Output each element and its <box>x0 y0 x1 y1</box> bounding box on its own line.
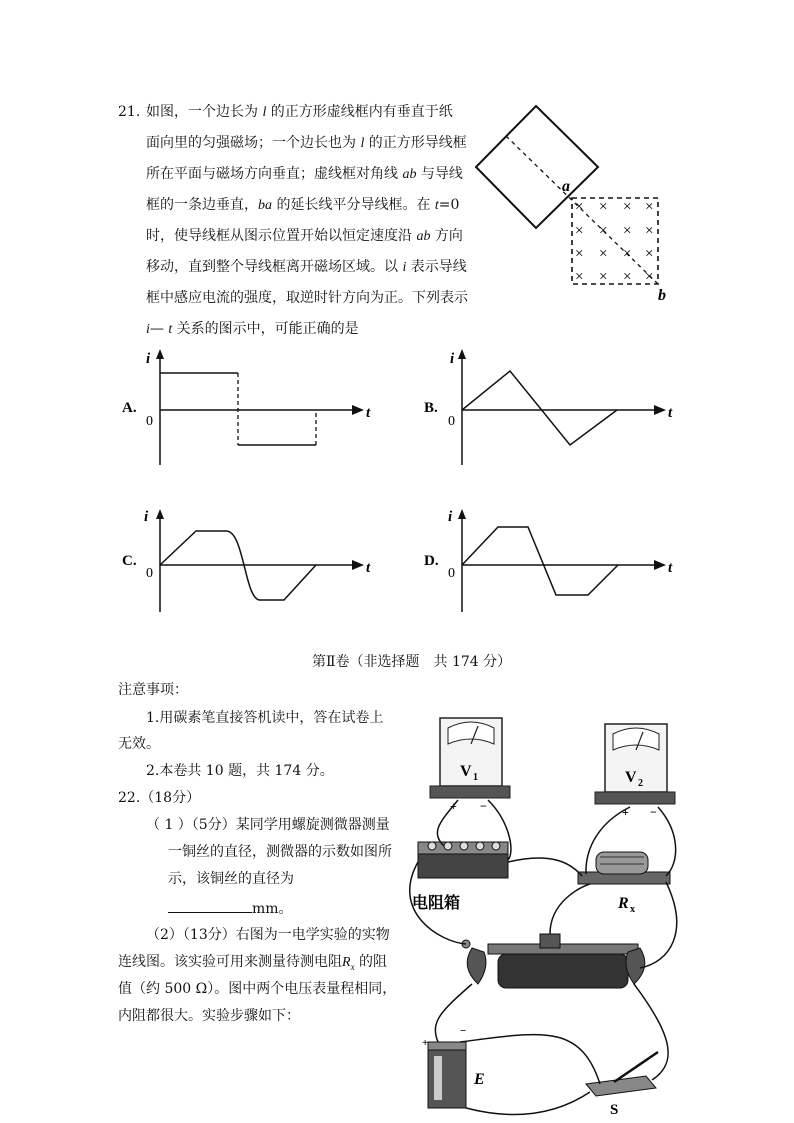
q22-part2-line4: 内阻都很大。实验步骤如下： <box>118 1008 300 1024</box>
math-symbol: l <box>360 136 365 151</box>
notice-item-2: 2.本卷共 10 题，共 174 分。 <box>146 763 334 779</box>
option-a-letter: A. <box>122 400 137 416</box>
field-cross-icon: × <box>599 246 608 262</box>
q22-part1-line1: （ 1 ）（5分）某同学用螺旋测微器测量 <box>146 817 390 833</box>
x-arrow-icon <box>352 560 364 570</box>
axis-i-label: i <box>144 509 149 525</box>
notice-item-1: 1.用碳素笔直接答机读中，答在试卷上 <box>146 710 384 726</box>
field-cross-icon: × <box>645 223 654 239</box>
y-arrow-icon <box>458 509 466 519</box>
q22-part2-line3: 值（约 500 Ω）。图中两个电压表量程相同， <box>118 981 397 997</box>
resistor-box <box>412 842 508 912</box>
resistor-rx <box>578 852 670 915</box>
q21-line <box>146 319 359 340</box>
v1-label: V <box>460 763 472 780</box>
axis-t-label: t <box>668 560 673 576</box>
text-segment: 方向 <box>430 228 463 244</box>
field-cross-icon: × <box>599 199 608 215</box>
rheostat <box>462 934 645 988</box>
text-segment: 移动，直到整个导线框离开磁场区域。以 <box>146 259 403 275</box>
v2-minus: − <box>650 805 657 819</box>
origin-label: 0 <box>146 414 153 429</box>
q22-part2-text-end: 的阻 <box>354 954 388 970</box>
q22-answer-line <box>168 898 293 919</box>
q21-number: 21. <box>118 104 141 120</box>
axis-i-label: i <box>146 351 151 367</box>
q21-line <box>146 288 468 308</box>
math-symbol: ab <box>416 229 431 244</box>
q21-line <box>146 226 463 247</box>
math-symbol: t <box>168 322 173 337</box>
field-cross-icon: × <box>575 269 584 285</box>
text-segment: =0 <box>438 197 460 213</box>
section-title: 第Ⅱ卷（非选择题 共 174 分） <box>312 654 512 670</box>
y-arrow-icon <box>156 349 164 359</box>
q22-header: 22.（18分） <box>118 790 201 806</box>
axis-t-label: t <box>668 405 673 421</box>
q22-part1-line2: 一铜丝的直径，测微器的示数如图所 <box>168 844 392 860</box>
q22-part1-line3: 示，该铜丝的直径为 <box>168 871 294 887</box>
y-arrow-icon <box>458 349 466 359</box>
rx-label: R <box>618 895 629 912</box>
rx-label-subscript: x <box>630 904 635 915</box>
answer-blank[interactable] <box>168 898 252 913</box>
text-segment: 框的一条边垂直， <box>146 197 258 213</box>
text-segment: 的正方形虚线框内有垂直于纸 <box>266 104 453 120</box>
field-cross-icon: × <box>575 246 584 262</box>
v2-plus: + <box>622 805 629 819</box>
text-segment: 时，使导线框从图示位置开始以恒定速度沿 <box>146 228 417 244</box>
field-cross-icon: × <box>575 223 584 239</box>
q21-line <box>146 164 463 185</box>
text-segment: 面向里的匀强磁场；一个边长也为 <box>146 135 361 151</box>
text-segment: 框中感应电流的强度，取逆时针方向为正。下列表示 <box>146 290 468 306</box>
field-cross-icon: × <box>599 269 608 285</box>
q21-line <box>146 195 459 216</box>
field-cross-icon: × <box>623 223 632 239</box>
option-d-letter: D. <box>424 553 439 569</box>
q22-part2-text: 连线图。该实验可用来测量待测电阻 <box>118 954 342 970</box>
battery-minus: − <box>460 1025 467 1037</box>
text-segment: 所在平面与磁场方向垂直；虚线框对角线 <box>146 166 403 182</box>
axis-t-label: t <box>366 560 371 576</box>
label-a: a <box>562 178 570 195</box>
option-b-letter: B. <box>424 400 438 416</box>
math-symbol: ab <box>402 167 417 182</box>
answer-unit: mm。 <box>252 901 293 917</box>
battery-label: E <box>474 1071 485 1088</box>
x-arrow-icon <box>352 405 364 415</box>
math-symbol: i <box>402 260 407 275</box>
origin-label: 0 <box>448 566 455 581</box>
field-cross-icon: × <box>645 269 654 285</box>
battery-plus: + <box>422 1037 429 1049</box>
x-arrow-icon <box>654 405 666 415</box>
math-symbol: l <box>262 105 267 120</box>
option-c-letter: C. <box>122 553 137 569</box>
notice-item-1-cont: 无效。 <box>118 736 160 752</box>
axis-i-label: i <box>448 509 453 525</box>
y-arrow-icon <box>156 509 164 519</box>
field-crosses <box>575 199 653 285</box>
text-segment: 如图，一个边长为 <box>146 104 263 120</box>
curve-trapezoid <box>462 527 618 595</box>
origin-label: 0 <box>448 414 455 429</box>
q21-line <box>146 133 467 154</box>
axis-t-label: t <box>366 405 371 421</box>
field-cross-icon: × <box>599 223 608 239</box>
text-segment: 与导线 <box>416 166 463 182</box>
origin-label: 0 <box>146 566 153 581</box>
resistor-box-label: 电阻箱 <box>412 895 461 912</box>
axis-i-label: i <box>450 351 455 367</box>
v1-plus: + <box>450 799 457 813</box>
q21-line <box>146 257 467 278</box>
v1-minus: − <box>480 799 487 813</box>
math-symbol: i <box>146 322 150 337</box>
voltmeter-v1 <box>430 718 510 813</box>
option-b-graph <box>420 345 680 470</box>
label-b: b <box>658 287 666 304</box>
battery <box>422 1025 485 1108</box>
option-c-graph <box>118 505 378 615</box>
math-symbol: ba <box>258 198 272 213</box>
curve-triangle <box>462 371 617 445</box>
q22-part2-line2 <box>118 952 387 977</box>
v1-subscript: 1 <box>473 772 478 783</box>
switch <box>586 1052 658 1117</box>
rx-subscript: x <box>350 961 355 972</box>
field-cross-icon: × <box>623 246 632 262</box>
x-arrow-icon <box>654 560 666 570</box>
field-cross-icon: × <box>623 199 632 215</box>
text-segment: 关系的图示中，可能正确的是 <box>172 321 359 337</box>
rx-symbol: R <box>342 955 351 970</box>
text-segment: 的延长线平分导线框。在 <box>272 197 435 213</box>
field-cross-icon: × <box>645 199 654 215</box>
math-symbol: t <box>434 198 439 213</box>
v2-subscript: 2 <box>638 778 643 789</box>
notice-heading: 注意事项： <box>118 682 188 698</box>
v2-label: V <box>625 769 637 786</box>
field-cross-icon: × <box>645 246 654 262</box>
text-segment: 表示导线 <box>406 259 467 275</box>
voltmeter-v2 <box>595 724 675 819</box>
field-cross-icon: × <box>623 269 632 285</box>
q21-figure <box>470 100 670 305</box>
field-cross-icon: × <box>575 199 584 215</box>
q22-part2-line1: （2）（13分）右图为一电学实验的实物 <box>146 927 390 943</box>
text-segment: — <box>149 321 169 337</box>
option-d-graph <box>420 505 680 615</box>
circuit-diagram <box>400 712 690 1117</box>
text-segment: 的正方形导线框 <box>364 135 467 151</box>
switch-label: S <box>610 1102 619 1117</box>
option-a-graph <box>118 345 378 470</box>
q21-line <box>146 102 453 123</box>
